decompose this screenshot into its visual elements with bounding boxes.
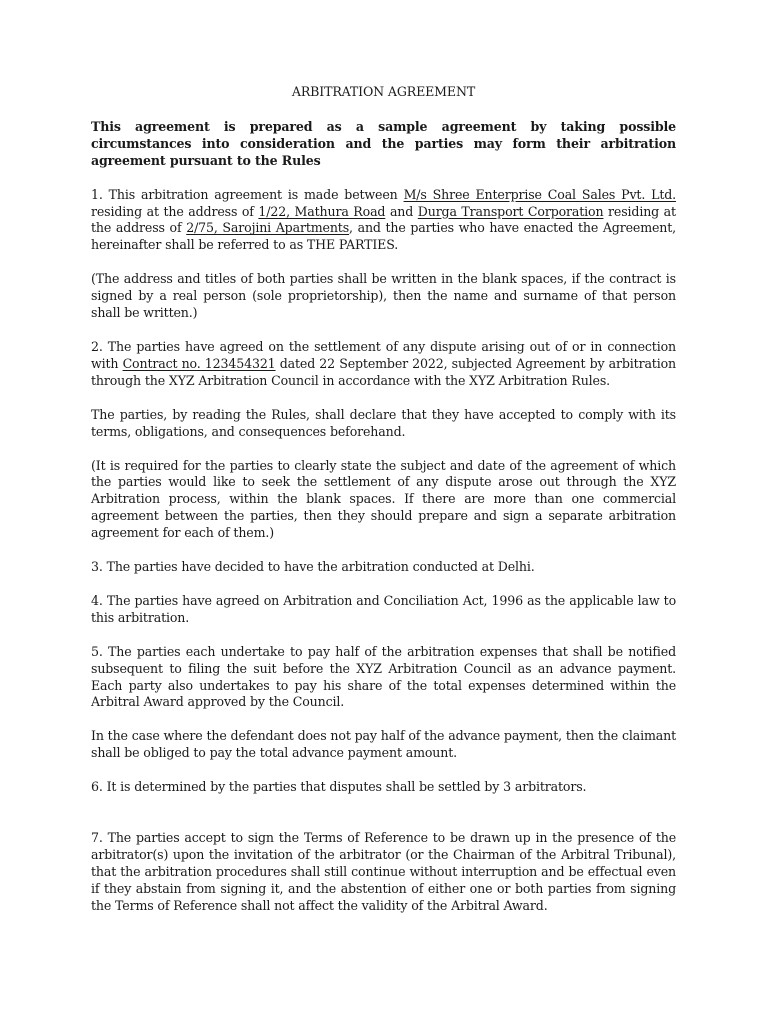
document-title: ARBITRATION AGREEMENT — [291, 84, 476, 99]
clause-1-text-a: 1. This arbitration agreement is made between — [91, 186, 404, 202]
rules-paragraph: The parties, by reading the Rules, shall declare that they have accepted to comply with its terms, obligations, and consequences beforehand. — [91, 406, 676, 439]
clause-4: 4. The parties have agreed on Arbitration and Conciliation Act, 1996 as the applicable law to this arbitration. — [91, 592, 676, 625]
party-2-name: Durga Transport Corporation — [417, 203, 604, 219]
party-1-name: M/s Shree Enterprise Coal Sales Pvt. Ltd. — [403, 186, 676, 202]
defendant-paragraph: In the case where the defendant does not pay half of the advance payment, then the claimant shall be obliged to pay the total advance payment amount. — [91, 728, 676, 761]
clause-1-text-c: and — [385, 203, 418, 219]
party-1-address: 1/22, Mathura Road — [258, 203, 386, 219]
clause-3: 3. The parties have decided to have the arbitration conducted at Delhi. — [91, 559, 535, 575]
clause-2 — [91, 339, 676, 390]
document-page — [91, 84, 676, 932]
contract-number: Contract no. 123454321 — [122, 355, 276, 371]
clause-1-text-e: , and the parties who have enacted the Agreement, hereinafter shall be referred to as THE PARTIES. — [91, 220, 677, 253]
clause-1-text-d: residing at the address of — [91, 203, 676, 236]
intro-paragraph: This agreement is prepared as a sample agreement by taking possible circumstances into consideration and the parties may form their arbitration agreement pursuant to the Rules — [91, 118, 676, 168]
party-2-address: 2/75, Sarojini Apartments — [186, 220, 350, 236]
note-2: (It is required for the parties to clearly state the subject and date of the agreement of which the parties would like to seek the settlement of any dispute arose out through the XYZ Arbitration process, within the blank spaces. If there are more than one commercial agreement between the parties, then they should prepare and sign a separate arbitration agreement for each of them.) — [91, 457, 676, 541]
clause-1-text-b: residing at the address of — [91, 203, 259, 219]
clause-7: 7. The parties accept to sign the Terms of Reference to be drawn up in the presence of the arbitrator(s) upon the invitation of the arbitrator (or the Chairman of the Arbitral Tribunal), that the arbitration procedures shall still continue without interruption and be effectual even if they abstain from signing it, and the abstention of either one or both parties from signing the Terms of Reference shall not affect the validity of the Arbitral Award. — [91, 830, 676, 913]
clause-1 — [91, 187, 676, 255]
clause-5: 5. The parties each undertake to pay half of the arbitration expenses that shall be notified subsequent to filing the suit before the XYZ Arbitration Council as an advance payment. Each party also undertakes to pay his share of the total expenses determined within the Arbitral Award approved by the Council. — [91, 643, 676, 710]
clause-2-text-b: dated 22 September 2022, subjected Agreement by arbitration through the XYZ Arbitration Council in accordance with the XYZ Arbitration Rules. — [91, 355, 676, 388]
clause-2-text-a: 2. The parties have agreed on the settlement of any dispute arising out of or in connection with — [91, 338, 676, 371]
clause-6: 6. It is determined by the parties that disputes shall be settled by 3 arbitrators. — [91, 779, 587, 795]
note-1: (The address and titles of both parties shall be written in the blank spaces, if the contract is signed by a real person (sole proprietorship), then the name and surname of that person shall be written.) — [91, 271, 676, 321]
